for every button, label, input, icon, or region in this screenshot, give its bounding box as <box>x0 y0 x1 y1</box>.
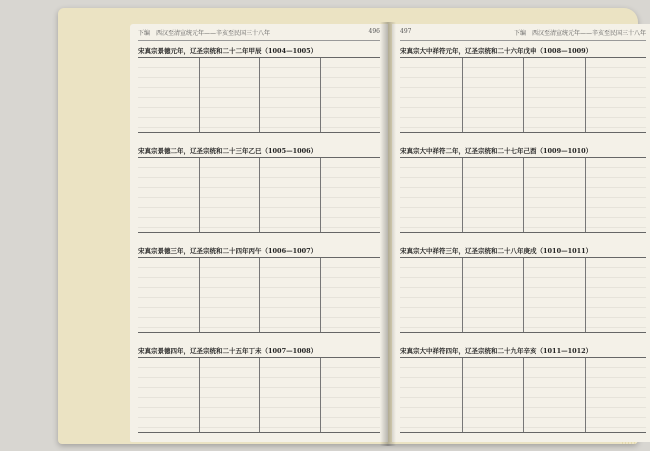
section-title: 宋真宗景德三年，辽圣宗统和二十四年丙午（1006—1007） <box>138 247 318 255</box>
table-column-rule <box>585 358 586 432</box>
calendar-table <box>138 257 380 333</box>
table-column-rule <box>462 358 463 432</box>
section-title: 宋真宗景德元年，辽圣宗统和二十二年甲辰（1004—1005） <box>138 47 318 55</box>
book-gutter <box>380 22 396 446</box>
table-column-rule <box>585 258 586 332</box>
calendar-table <box>138 57 380 133</box>
table-column-rule <box>585 158 586 232</box>
right-section-4 <box>400 346 646 433</box>
table-column-rule <box>462 158 463 232</box>
book <box>58 8 646 444</box>
table-column-rule <box>199 58 200 132</box>
left-page-number: 496 <box>368 28 380 35</box>
left-page-header <box>138 28 380 41</box>
calendar-table <box>400 157 646 233</box>
section-title: 宋真宗大中祥符四年，辽圣宗统和二十九年辛亥（1011—1012） <box>400 347 593 355</box>
right-section-1 <box>400 46 646 133</box>
table-column-rule <box>320 258 321 332</box>
table-column-rule <box>523 58 524 132</box>
section-title: 宋真宗大中祥符三年，辽圣宗统和二十八年庚戌（1010—1011） <box>400 247 593 255</box>
table-column-rule <box>585 58 586 132</box>
right-section-2 <box>400 146 646 233</box>
section-title: 宋真宗景德四年，辽圣宗统和二十五年丁未（1007—1008） <box>138 347 318 355</box>
calendar-table <box>138 157 380 233</box>
section-title: 宋真宗景德二年，辽圣宗统和二十三年乙巳（1005—1006） <box>138 147 318 155</box>
calendar-table <box>400 357 646 433</box>
calendar-table <box>400 257 646 333</box>
table-column-rule <box>320 58 321 132</box>
table-column-rule <box>199 158 200 232</box>
right-section-3 <box>400 246 646 333</box>
table-column-rule <box>199 358 200 432</box>
left-section-1 <box>138 46 380 133</box>
right-page-number: 497 <box>400 28 412 35</box>
section-title: 宋真宗大中祥符元年，辽圣宗统和二十六年戊申（1008—1009） <box>400 47 593 55</box>
table-column-rule <box>523 158 524 232</box>
table-column-rule <box>523 358 524 432</box>
right-page-header <box>400 28 646 41</box>
table-column-rule <box>199 258 200 332</box>
right-page <box>392 24 650 442</box>
left-section-2 <box>138 146 380 233</box>
left-section-4 <box>138 346 380 433</box>
table-column-rule <box>259 258 260 332</box>
table-column-rule <box>320 158 321 232</box>
left-section-3 <box>138 246 380 333</box>
table-column-rule <box>259 358 260 432</box>
table-column-rule <box>523 258 524 332</box>
table-column-rule <box>320 358 321 432</box>
table-column-rule <box>462 58 463 132</box>
table-column-rule <box>259 158 260 232</box>
calendar-table <box>400 57 646 133</box>
table-column-rule <box>259 58 260 132</box>
calendar-table <box>138 357 380 433</box>
left-header-text: 下编 西汉至清宣统元年——辛亥至民国三十八年 <box>138 30 271 37</box>
right-header-text: 下编 西汉至清宣统元年——辛亥至民国三十八年 <box>513 30 646 37</box>
table-column-rule <box>462 258 463 332</box>
left-page <box>130 24 388 442</box>
section-title: 宋真宗大中祥符二年，辽圣宗统和二十七年己酉（1009—1010） <box>400 147 593 155</box>
